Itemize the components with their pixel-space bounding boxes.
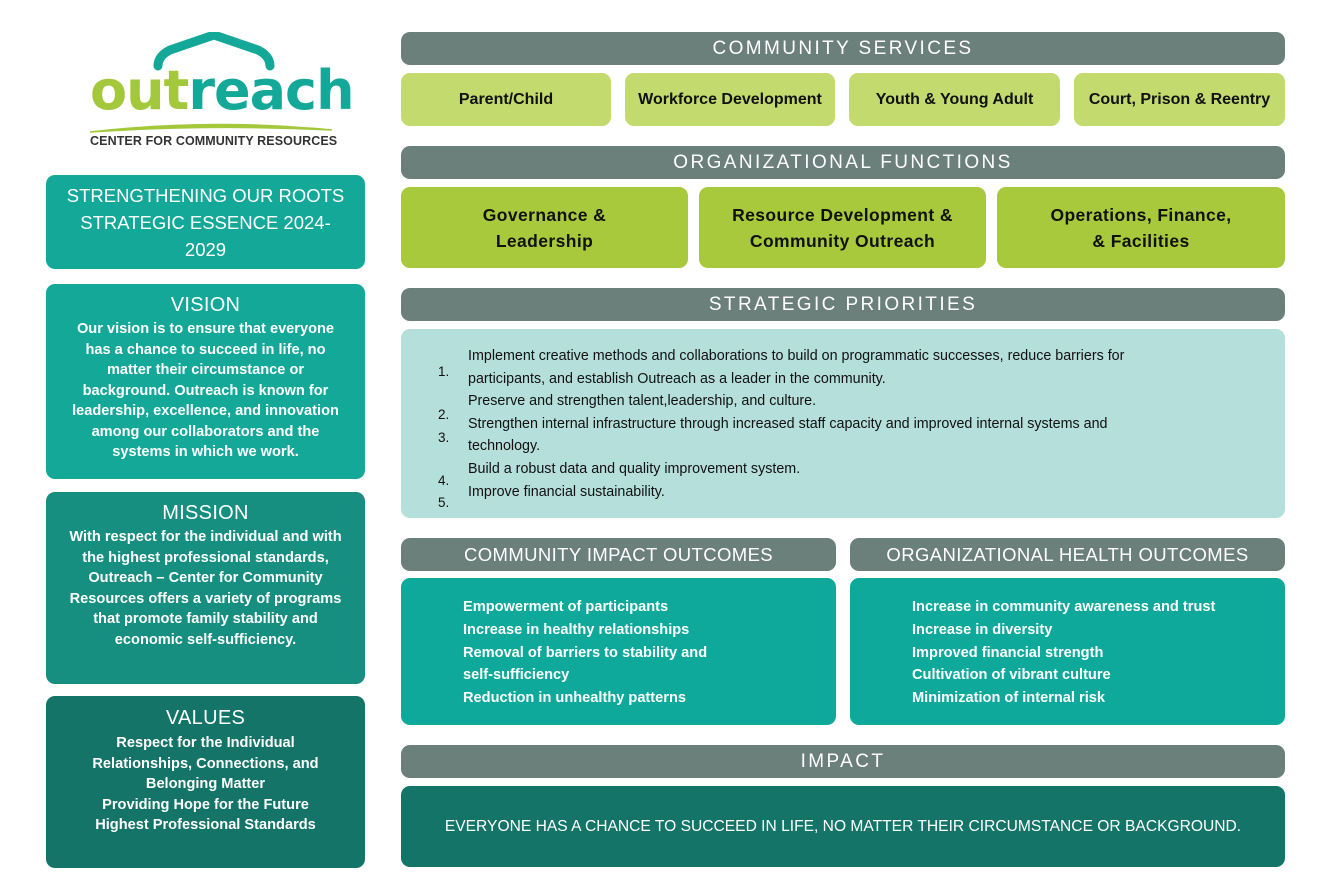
- priority-line: Preserve and strengthen talent,leadership, and culture.: [468, 393, 817, 410]
- function-governance-leadership: Governance & Leadership: [401, 187, 688, 268]
- priority-line: Implement creative methods and collaborations to build on programmatic successes, reduce barriers for: [468, 348, 1125, 364]
- function-operations-finance: Operations, Finance, & Facilities: [997, 187, 1285, 268]
- logo-word-reach: reach: [188, 59, 354, 122]
- vision-text: Our vision is to ensure that everyone has a chance to succeed in life, no matter their circumstance or background. Outreach is known for leadership, excellence, and innovation among our collaborators and the systems in which we work.: [72, 321, 339, 460]
- community-services-header: COMMUNITY SERVICES: [401, 32, 1285, 65]
- community-impact-outcomes-header: COMMUNITY IMPACT OUTCOMES: [401, 538, 836, 571]
- strategic-priorities-box: [401, 329, 1285, 518]
- impact-statement: EVERYONE HAS A CHANCE TO SUCCEED IN LIFE, NO MATTER THEIR CIRCUMSTANCE OR BACKGROUND.: [401, 786, 1285, 867]
- outcome-item: self-sufficiency: [463, 667, 570, 684]
- outcome-item: Minimization of internal risk: [912, 690, 1105, 707]
- priority-lines: [468, 345, 1124, 503]
- priority-number: 1.: [438, 364, 450, 379]
- value-item: Relationships, Connections, and Belonging Matter: [92, 755, 319, 792]
- outcome-item: Increase in healthy relationships: [463, 621, 690, 638]
- priority-number: 5.: [438, 495, 450, 511]
- value-item: Highest Professional Standards: [95, 817, 316, 833]
- logo-word-out: out: [90, 59, 189, 122]
- outcome-item: Cultivation of vibrant culture: [912, 667, 1111, 684]
- service-court-prison-reentry: Court, Prison & Reentry: [1074, 73, 1285, 126]
- priority-number: 3.: [438, 429, 450, 445]
- outreach-logo: [86, 32, 354, 157]
- values-list: [60, 733, 351, 836]
- priority-line: Build a robust data and quality improvement system.: [468, 460, 801, 477]
- community-impact-outcomes-box: [401, 578, 836, 725]
- mission-text: With respect for the individual and with the highest professional standards, Outreach – Center for Community Resources offers a variety of programs that promote family stability and economic self-sufficiency.: [69, 529, 342, 648]
- mission-card: [46, 492, 365, 684]
- logo-wordmark: [90, 59, 354, 122]
- priority-numbers: [438, 361, 449, 514]
- strategic-essence-card: [46, 175, 365, 269]
- vision-title: VISION: [170, 294, 241, 316]
- priority-number: 4.: [438, 472, 450, 488]
- outcome-item: Reduction in unhealthy patterns: [463, 690, 686, 707]
- outcome-item: Increase in diversity: [912, 621, 1053, 638]
- organizational-health-outcomes-header: ORGANIZATIONAL HEALTH OUTCOMES: [850, 538, 1285, 571]
- vision-card: [46, 284, 365, 479]
- outcome-item: Removal of barriers to stability and: [463, 644, 708, 661]
- organizational-health-outcomes-box: [850, 578, 1285, 725]
- values-card: [46, 696, 365, 868]
- logo-subtitle: CENTER FOR COMMUNITY RESOURCES: [90, 134, 338, 148]
- value-item: Respect for the Individual: [116, 735, 295, 751]
- essence-line-2: STRATEGIC ESSENCE 2024-2029: [80, 211, 331, 260]
- outcome-item: Empowerment of participants: [463, 599, 669, 615]
- essence-line-1: STRENGTHENING OUR ROOTS: [66, 184, 345, 206]
- strategic-priorities-header: STRATEGIC PRIORITIES: [401, 288, 1285, 321]
- outcome-item: Increase in community awareness and trust: [912, 599, 1216, 615]
- values-title: VALUES: [165, 707, 246, 729]
- impact-header: IMPACT: [401, 745, 1285, 778]
- priority-line: Strengthen internal infrastructure through increased staff capacity and improved internal systems and: [468, 415, 1108, 432]
- outcome-item: Improved financial strength: [912, 644, 1104, 661]
- mission-title: MISSION: [162, 502, 249, 524]
- priority-line: participants, and establish Outreach as a leader in the community.: [468, 370, 886, 387]
- organizational-functions-header: ORGANIZATIONAL FUNCTIONS: [401, 146, 1285, 179]
- function-resource-development: Resource Development & Community Outreach: [699, 187, 986, 268]
- priority-line: technology.: [468, 438, 541, 455]
- service-workforce-development: Workforce Development: [625, 73, 835, 126]
- service-parent-child: Parent/Child: [401, 73, 611, 126]
- service-youth-young-adult: Youth & Young Adult: [849, 73, 1060, 126]
- priority-line: Improve financial sustainability.: [468, 483, 665, 500]
- priority-number: 2.: [438, 407, 450, 423]
- value-item: Providing Hope for the Future: [102, 796, 309, 813]
